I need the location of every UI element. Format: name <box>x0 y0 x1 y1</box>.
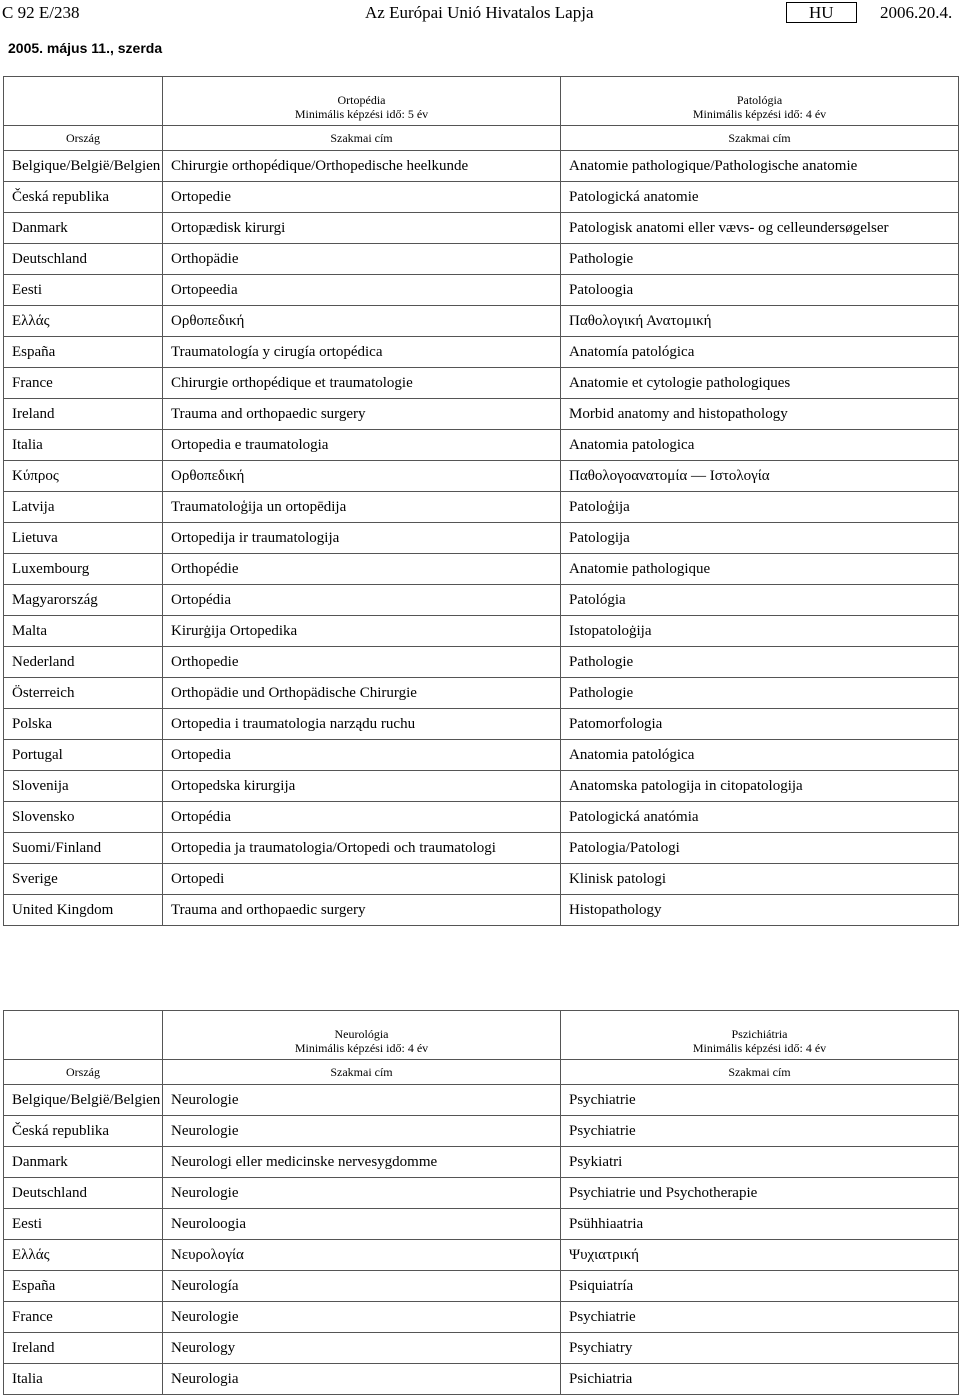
country-column-header: Ország <box>4 126 163 151</box>
title-cell: Pathologie <box>561 647 959 678</box>
title-cell: Chirurgie orthopédique et traumatologie <box>163 368 561 399</box>
title-cell: Ortopédia <box>163 802 561 833</box>
table-row <box>4 1209 959 1240</box>
country-cell: Ireland <box>4 399 163 430</box>
table-row <box>4 151 959 182</box>
title-cell: Ortopedi <box>163 864 561 895</box>
table-row <box>4 492 959 523</box>
country-cell: Italia <box>4 430 163 461</box>
country-cell: Malta <box>4 616 163 647</box>
country-cell: Deutschland <box>4 244 163 275</box>
table-row <box>4 647 959 678</box>
country-cell: Eesti <box>4 1209 163 1240</box>
country-cell: France <box>4 368 163 399</box>
title-cell: Istopatoloġija <box>561 616 959 647</box>
title-cell: Ortopédia <box>163 585 561 616</box>
table-row <box>4 213 959 244</box>
country-cell: Nederland <box>4 647 163 678</box>
title-cell: Klinisk patologi <box>561 864 959 895</box>
table-row <box>4 678 959 709</box>
title-cell: Psychiatrie <box>561 1302 959 1333</box>
country-cell: Ελλάς <box>4 1240 163 1271</box>
table-row <box>4 306 959 337</box>
country-cell: Lietuva <box>4 523 163 554</box>
title-cell: Ορθοπεδική <box>163 306 561 337</box>
title-cell: Neurologi eller medicinske nervesygdomme <box>163 1147 561 1178</box>
country-cell: Slovenija <box>4 771 163 802</box>
country-cell: Luxembourg <box>4 554 163 585</box>
title-cell: Ortopedija ir traumatologija <box>163 523 561 554</box>
title-cell: Psichiatria <box>561 1364 959 1395</box>
title-cell: Anatomia patológica <box>561 740 959 771</box>
country-cell: Polska <box>4 709 163 740</box>
title-cell: Traumatología y cirugía ortopédica <box>163 337 561 368</box>
title-cell: Patomorfologia <box>561 709 959 740</box>
country-cell: United Kingdom <box>4 895 163 926</box>
title-cell: Ortopædisk kirurgi <box>163 213 561 244</box>
title-cell: Morbid anatomy and histopathology <box>561 399 959 430</box>
title-cell: Kirurġija Ortopedika <box>163 616 561 647</box>
title-cell: Ortopedia <box>163 740 561 771</box>
page-reference: C 92 E/238 <box>2 3 80 22</box>
title-cell: Ortopedia e traumatologia <box>163 430 561 461</box>
table-row <box>4 1302 959 1333</box>
title-cell: Neurology <box>163 1333 561 1364</box>
table-row <box>4 864 959 895</box>
title-cell: Ortopedska kirurgija <box>163 771 561 802</box>
title-cell: Patologická anatomie <box>561 182 959 213</box>
table-row <box>4 337 959 368</box>
table-row <box>4 616 959 647</box>
specialty-header: Neurológia Minimális képzési idő: 4 év <box>163 1011 561 1060</box>
publication-date: 2006.20.4. <box>880 3 953 22</box>
country-cell: Česká republika <box>4 182 163 213</box>
page-header <box>0 0 960 28</box>
title-cell: Anatomska patologija in citopatologija <box>561 771 959 802</box>
title-column-header: Szakmai cím <box>163 1060 561 1085</box>
title-cell: Traumatoloģija un ortopēdija <box>163 492 561 523</box>
header-blank-cell <box>4 1011 163 1060</box>
title-cell: Orthopedie <box>163 647 561 678</box>
title-cell: Neurología <box>163 1271 561 1302</box>
title-cell: Ψυχιατρική <box>561 1240 959 1271</box>
title-cell: Anatomie et cytologie pathologiques <box>561 368 959 399</box>
title-cell: Neurologie <box>163 1116 561 1147</box>
title-cell: Ortopedia i traumatologia narządu ruchu <box>163 709 561 740</box>
title-cell: Psychiatry <box>561 1333 959 1364</box>
title-cell: Psykiatri <box>561 1147 959 1178</box>
title-cell: Orthopädie und Orthopädische Chirurgie <box>163 678 561 709</box>
title-cell: Νευρολογία <box>163 1240 561 1271</box>
country-cell: Italia <box>4 1364 163 1395</box>
session-date: 2005. május 11., szerda <box>8 40 163 56</box>
table-row <box>4 1178 959 1209</box>
title-column-header: Szakmai cím <box>561 126 959 151</box>
title-cell: Trauma and orthopaedic surgery <box>163 895 561 926</box>
table-row <box>4 1147 959 1178</box>
title-cell: Trauma and orthopaedic surgery <box>163 399 561 430</box>
title-cell: Psühhiaatria <box>561 1209 959 1240</box>
country-cell: Eesti <box>4 275 163 306</box>
country-cell: Κύπρος <box>4 461 163 492</box>
country-cell: Ελλάς <box>4 306 163 337</box>
title-cell: Anatomia patologica <box>561 430 959 461</box>
title-cell: Neuroloogia <box>163 1209 561 1240</box>
table-row <box>4 771 959 802</box>
table-row <box>4 430 959 461</box>
title-cell: Patologija <box>561 523 959 554</box>
country-cell: Portugal <box>4 740 163 771</box>
title-cell: Ortopedia ja traumatologia/Ortopedi och traumatologi <box>163 833 561 864</box>
title-cell: Patológia <box>561 585 959 616</box>
title-column-header: Szakmai cím <box>561 1060 959 1085</box>
table-row <box>4 1085 959 1116</box>
country-cell: Magyarország <box>4 585 163 616</box>
title-cell: Anatomía patológica <box>561 337 959 368</box>
specialty-table-2 <box>3 1010 959 1395</box>
table-row <box>4 1364 959 1395</box>
table-row <box>4 709 959 740</box>
title-cell: Neurologie <box>163 1178 561 1209</box>
title-cell: Neurologie <box>163 1302 561 1333</box>
title-cell: Patologická anatómia <box>561 802 959 833</box>
specialty-table-1 <box>3 76 959 926</box>
country-column-header: Ország <box>4 1060 163 1085</box>
country-cell: Danmark <box>4 1147 163 1178</box>
table-row <box>4 244 959 275</box>
title-cell: Patoloģija <box>561 492 959 523</box>
title-cell: Patologia/Patologi <box>561 833 959 864</box>
title-cell: Patoloogia <box>561 275 959 306</box>
table-row <box>4 554 959 585</box>
title-cell: Anatomie pathologique/Pathologische anatomie <box>561 151 959 182</box>
title-cell: Psychiatrie und Psychotherapie <box>561 1178 959 1209</box>
title-cell: Anatomie pathologique <box>561 554 959 585</box>
title-cell: Psychiatrie <box>561 1085 959 1116</box>
specialty-header: Patológia Minimális képzési idő: 4 év <box>561 77 959 126</box>
title-cell: Orthopädie <box>163 244 561 275</box>
title-cell: Orthopédie <box>163 554 561 585</box>
country-cell: Ireland <box>4 1333 163 1364</box>
title-cell: Psychiatrie <box>561 1116 959 1147</box>
table-row <box>4 802 959 833</box>
table-row <box>4 1116 959 1147</box>
country-cell: Belgique/België/Belgien <box>4 1085 163 1116</box>
table-row <box>4 275 959 306</box>
title-cell: Neurologia <box>163 1364 561 1395</box>
table-row <box>4 1271 959 1302</box>
table-row <box>4 1333 959 1364</box>
title-cell: Pathologie <box>561 244 959 275</box>
journal-title: Az Európai Unió Hivatalos Lapja <box>365 3 594 22</box>
specialty-header: Pszichiátria Minimális képzési idő: 4 év <box>561 1011 959 1060</box>
country-cell: Latvija <box>4 492 163 523</box>
title-cell: Pathologie <box>561 678 959 709</box>
title-cell: Παθολογοανατομία — Ιστολογία <box>561 461 959 492</box>
specialty-header: Ortopédia Minimális képzési idő: 5 év <box>163 77 561 126</box>
table-row <box>4 833 959 864</box>
country-cell: Deutschland <box>4 1178 163 1209</box>
country-cell: España <box>4 1271 163 1302</box>
title-cell: Ortopeedia <box>163 275 561 306</box>
country-cell: Belgique/België/Belgien <box>4 151 163 182</box>
table-row <box>4 740 959 771</box>
table-row <box>4 368 959 399</box>
title-cell: Παθολογική Ανατομική <box>561 306 959 337</box>
country-cell: Sverige <box>4 864 163 895</box>
title-cell: Psiquiatría <box>561 1271 959 1302</box>
title-cell: Chirurgie orthopédique/Orthopedische heelkunde <box>163 151 561 182</box>
header-blank-cell <box>4 77 163 126</box>
country-cell: France <box>4 1302 163 1333</box>
country-cell: Danmark <box>4 213 163 244</box>
country-cell: España <box>4 337 163 368</box>
table-row <box>4 182 959 213</box>
title-cell: Histopathology <box>561 895 959 926</box>
title-cell: Ορθοπεδική <box>163 461 561 492</box>
table-row <box>4 1240 959 1271</box>
table-row <box>4 523 959 554</box>
title-column-header: Szakmai cím <box>163 126 561 151</box>
table-row <box>4 461 959 492</box>
language-code: HU <box>786 2 857 23</box>
country-cell: Slovensko <box>4 802 163 833</box>
title-cell: Patologisk anatomi eller vævs- og celleundersøgelser <box>561 213 959 244</box>
title-cell: Ortopedie <box>163 182 561 213</box>
title-cell: Neurologie <box>163 1085 561 1116</box>
table-row <box>4 399 959 430</box>
country-cell: Česká republika <box>4 1116 163 1147</box>
country-cell: Suomi/Finland <box>4 833 163 864</box>
table-row <box>4 585 959 616</box>
table-row <box>4 895 959 926</box>
country-cell: Österreich <box>4 678 163 709</box>
